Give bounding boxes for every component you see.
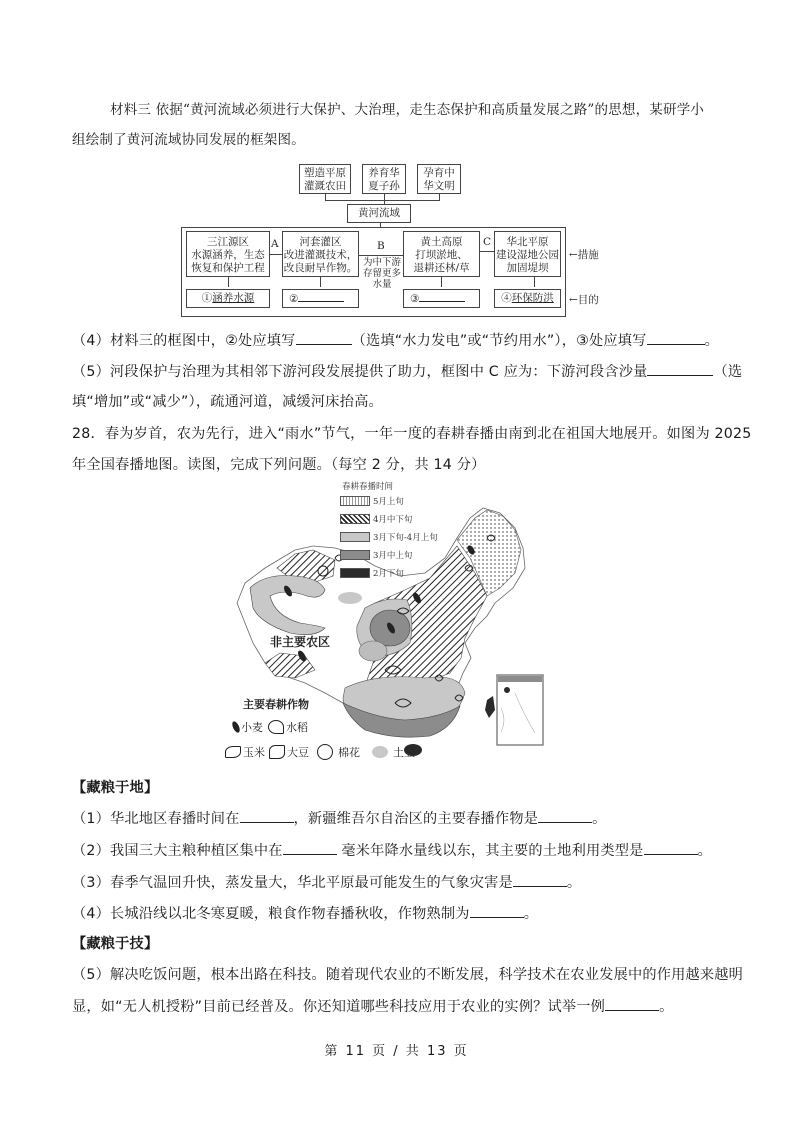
measure-box-north-china-plain (494, 231, 561, 277)
q4-text: （4）材料三的框图中，②处应填写 (72, 333, 296, 349)
top-box-nurture (362, 164, 406, 194)
top-box-civilization (417, 164, 461, 194)
crop-label: 水稻 (286, 721, 308, 734)
measure-box-sanjiangyuan (186, 231, 270, 277)
measure-text: 恢复和保护工程 (191, 262, 265, 274)
b-note-text: 为中下游 (362, 257, 401, 268)
q4-text: （选填“水力发电”或“节约用水”），③处应填写 (351, 333, 647, 349)
legend-item (340, 567, 438, 579)
purpose-box-2 (282, 289, 359, 308)
page-footer: 第 11 页 / 共 13 页 (324, 1044, 469, 1059)
b-note-text: 水量 (372, 279, 392, 290)
potato-icon (372, 746, 388, 758)
arrow-a (270, 254, 282, 255)
crop-label: 玉米 (243, 746, 265, 759)
region-label-non-agricultural: 非主要农区 (270, 635, 331, 649)
purpose-num: ② (289, 293, 299, 305)
spring-sowing-map (225, 478, 575, 768)
purpose-box-4 (494, 289, 561, 308)
purpose-num: ① (201, 292, 213, 304)
legend-swatch-hatched (340, 514, 370, 524)
section2-question-5-line2 (72, 996, 737, 1017)
s1q3-text: 。 (566, 875, 582, 891)
s1q2-text: 毫米年降水量线以东，其主要的土地利用类型是 (336, 843, 644, 859)
s2q5-blank[interactable] (605, 996, 659, 1011)
s1q1-text: 。 (592, 811, 607, 827)
measure-text: 加固堤坝 (506, 262, 549, 274)
s1q1-text: ，新疆维吾尔自治区的主要春播作物是 (293, 811, 539, 827)
s1q1-text: （1）华北地区春播时间在 (72, 811, 240, 827)
top-box-text: 灌溉农田 (304, 180, 346, 192)
q4-blank-2[interactable] (296, 330, 352, 345)
wheat-icon (231, 720, 242, 733)
s1q4-text: 。 (523, 906, 539, 922)
arrow-c-label: C (483, 236, 492, 248)
crops-legend-title: 主要春耕作物 (243, 698, 309, 711)
section1-question-2 (72, 840, 737, 861)
purpose-blank-3[interactable] (419, 290, 465, 302)
material3-line1: 材料三 依据“黄河流域必须进行大保护、大治理，走生态保护和高质量发展之路”的思想，某研学小 (110, 102, 705, 118)
q5-text: （选 (713, 364, 743, 380)
arrow-down (320, 277, 321, 287)
legend-swatch-light-gray (340, 532, 370, 542)
legend-item (340, 495, 438, 507)
rice-icon (268, 720, 284, 734)
section-title-technology: 【藏粮于技】 (72, 936, 159, 952)
arrow-down (534, 277, 535, 287)
question-28-line2: 年全国春播地图。读图，完成下列问题。（每空 2 分，共 14 分） (72, 457, 486, 473)
section1-question-4 (72, 903, 737, 924)
measure-text: 黄土高原 (420, 236, 463, 248)
center-box-yellow-river: 黄河流域 (347, 204, 411, 223)
s1q3-blank[interactable] (513, 872, 567, 887)
legend-swatch-mid-gray (340, 550, 370, 560)
s1q1-blank-time[interactable] (240, 808, 294, 823)
purpose-text: 涵养水源 (212, 292, 255, 304)
s1q4-text: （4）长城沿线以北冬寒夏暖，粮食作物春播秋收，作物熟制为 (72, 906, 470, 922)
top-box-text: 养育华 (368, 167, 400, 179)
arrow-b-label: B (377, 240, 385, 252)
measure-text: 水源涵养，生态 (191, 249, 265, 261)
s1q4-blank[interactable] (470, 903, 524, 918)
purpose-box-1 (186, 289, 270, 308)
side-label-purpose: ←目的 (569, 294, 599, 306)
soybean-icon (269, 745, 285, 759)
measure-text: 改良耐旱作物。 (283, 262, 358, 274)
arrow-a-label: A (271, 238, 279, 250)
measure-text: 打坝淤地、 (415, 249, 468, 261)
s1q1-blank-crop[interactable] (538, 808, 592, 823)
arrow-b (359, 255, 403, 256)
q4-blank-3[interactable] (647, 330, 705, 345)
measure-box-hetao (282, 231, 359, 277)
material3-line2: 组绘制了黄河流域协同发展的框架图。 (72, 132, 305, 148)
q5-blank[interactable] (647, 361, 713, 376)
legend-label: 5月上旬 (373, 497, 404, 507)
crop-label: 土豆 (393, 746, 415, 759)
legend-swatch-dotted (340, 496, 370, 506)
purpose-num: ③ (410, 293, 420, 305)
crops-legend-row1 (233, 719, 308, 735)
s1q2-blank-landuse[interactable] (644, 840, 698, 855)
s1q2-text: （2）我国三大主粮种植区集中在 (72, 843, 283, 859)
question-5-material-line2: 填“增加”或“减少”），疏通河道，减缓河床抬高。 (72, 394, 383, 410)
top-box-text: 孕育中 (423, 167, 455, 179)
legend-item (340, 513, 438, 525)
legend-title: 春耕春播时间 (342, 482, 394, 492)
top-box-text: 塑造平原 (304, 167, 346, 179)
side-label-measures: ←措施 (569, 249, 599, 261)
arrow-down (228, 277, 229, 287)
question-28-line1: 28．春为岁首，农为先行，进入“雨水”节气，一年一度的春耕春播由南到北在祖国大地展开。如图为 2025 (72, 426, 752, 442)
legend-item (340, 531, 438, 543)
map-legend (340, 480, 438, 579)
cotton-icon (317, 744, 333, 760)
section-title-land: 【藏粮于地】 (72, 780, 159, 796)
arrow-c (480, 251, 494, 252)
measure-text: 河套灌区 (299, 236, 342, 248)
connector (325, 200, 440, 201)
b-note-text: 存留更多 (362, 268, 401, 279)
measure-text: 改进灌溉技术， (283, 249, 358, 261)
q5-text: （5）河段保护与治理为其相邻下游河段发展提供了助力，框图中 C 应为：下游河段含沙量 (72, 364, 648, 380)
measure-text: 退耕还林/草 (413, 262, 470, 274)
question-4 (72, 330, 737, 351)
legend-label: 3月中上旬 (373, 551, 413, 561)
section1-question-3 (72, 872, 737, 893)
legend-label: 4月中下旬 (373, 515, 413, 525)
measure-box-loess-plateau (403, 231, 480, 277)
arrow-b-note (360, 257, 404, 290)
legend-item (340, 549, 438, 561)
s2q5-text: 显，如“无人机授粉”目前已经普及。你还知道哪些科技应用于农业的实例？试举一例 (72, 999, 606, 1015)
legend-swatch-dark (340, 568, 370, 578)
arrow-down (441, 277, 442, 287)
measure-text: 华北平原 (506, 236, 549, 248)
purpose-num: ④ (501, 292, 512, 304)
top-box-text: 华文明 (423, 180, 455, 192)
q4-text: 。 (704, 333, 719, 349)
s2q5-text: 。 (659, 999, 674, 1015)
top-box-text: 夏子孙 (368, 180, 400, 192)
legend-label: 2月下旬 (373, 569, 404, 579)
purpose-blank-2[interactable] (298, 290, 344, 302)
purpose-text: 环保防洪 (511, 292, 554, 304)
crop-label: 大豆 (287, 746, 309, 759)
corn-icon (225, 746, 241, 758)
section2-question-5-line1: （5）解决吃饭问题，根本出路在科技。随着现代农业的不断发展，科学技术在农业发展中的作用越来越明 (72, 967, 744, 983)
measure-text: 建设湿地公园 (496, 249, 559, 261)
crops-legend-row2 (225, 744, 415, 760)
section1-question-1 (72, 808, 737, 829)
crop-label: 小麦 (241, 721, 263, 734)
s1q3-text: （3）春季气温回升快，蒸发量大，华北平原最可能发生的气象灾害是 (72, 875, 513, 891)
s1q2-blank-precip[interactable] (283, 840, 337, 855)
top-box-plain (299, 164, 351, 194)
purpose-box-3 (403, 289, 480, 308)
legend-label: 3月下旬-4月上旬 (373, 533, 438, 543)
question-5-material (72, 361, 743, 382)
measure-text: 三江源区 (207, 236, 249, 248)
s1q2-text: 。 (697, 843, 712, 859)
crop-label: 棉花 (338, 746, 360, 759)
